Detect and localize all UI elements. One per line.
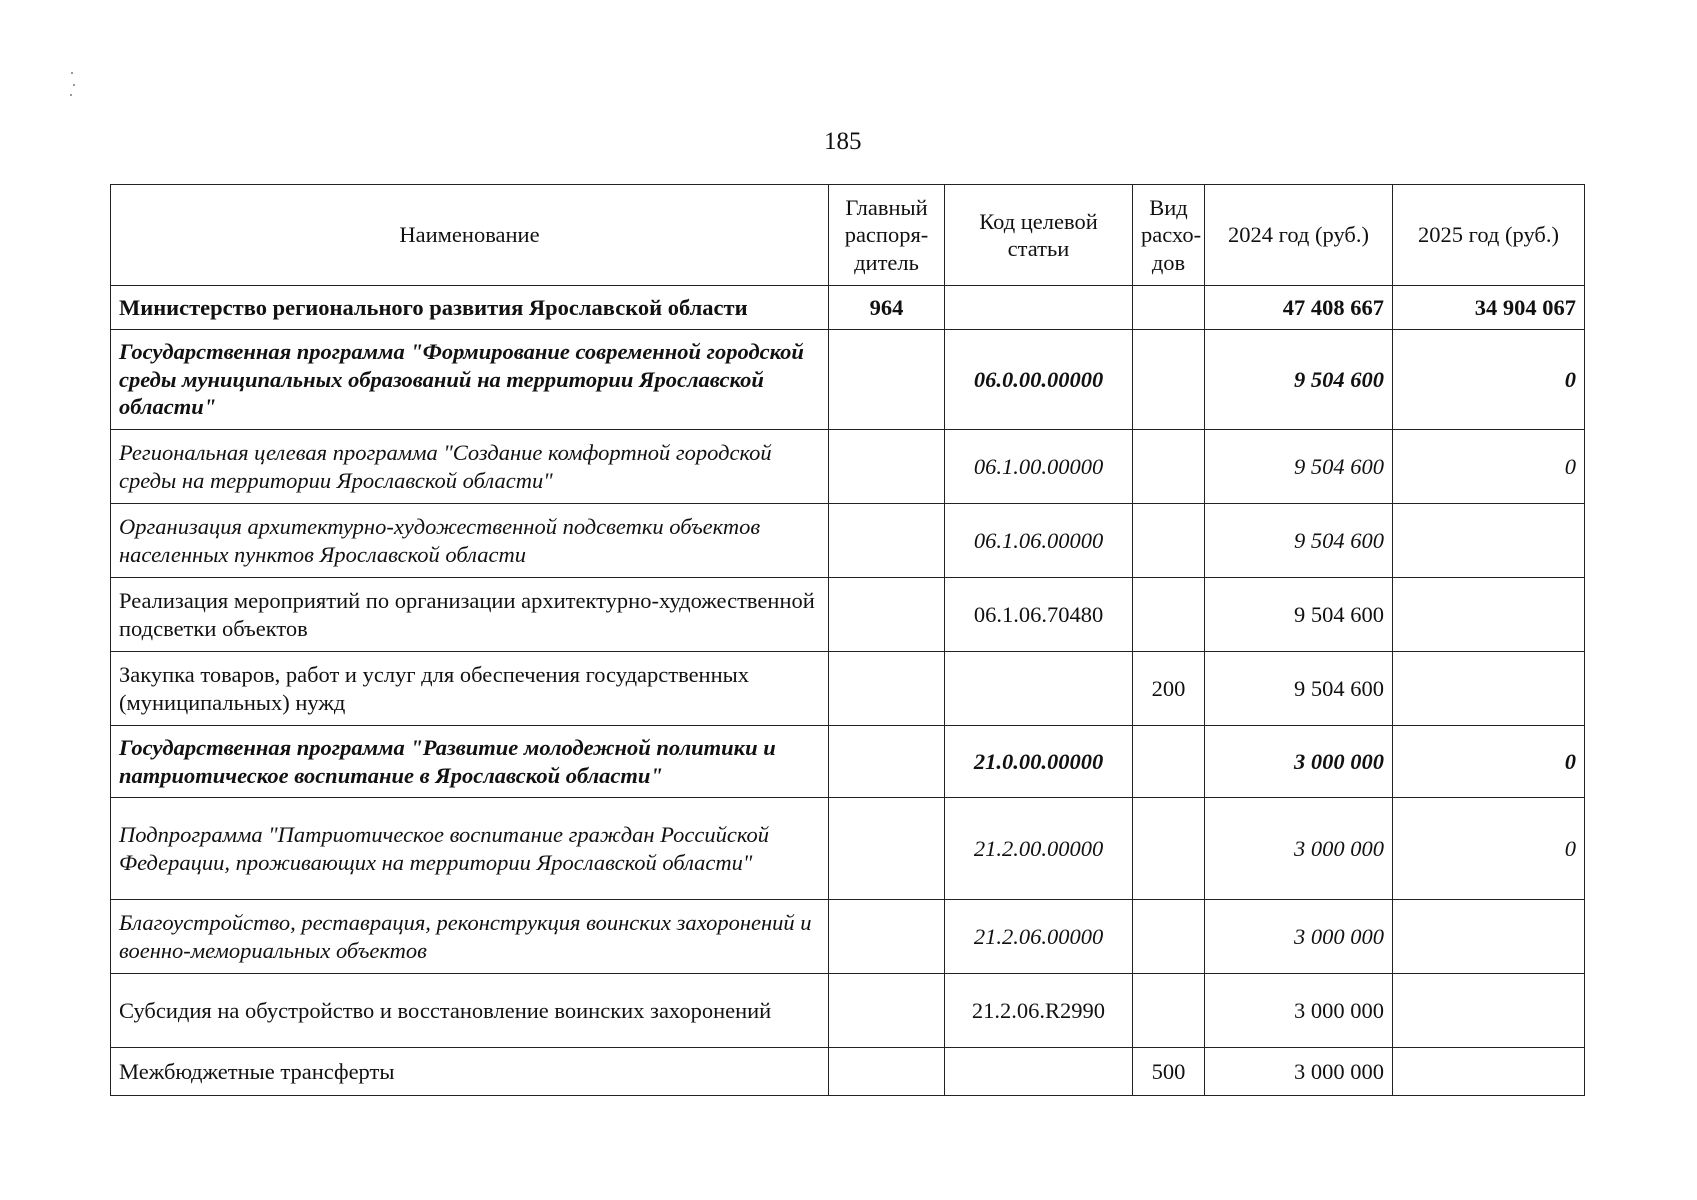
- table-row: [111, 430, 1585, 504]
- table-row: [111, 652, 1585, 726]
- budget-table: [110, 184, 1585, 1096]
- cell-2024: 3 000 000: [1205, 1048, 1393, 1096]
- cell-name: Закупка товаров, работ и услуг для обеспечения государственных (муниципальных) нужд: [111, 652, 829, 726]
- cell-name: Министерство регионального развития Ярославской области: [111, 286, 829, 330]
- cell-code: 06.0.00.00000: [945, 330, 1133, 430]
- table-row: [111, 286, 1585, 330]
- header-vid: Вид расхо-дов: [1133, 185, 1205, 286]
- cell-name: Организация архитектурно-художественной подсветки объектов населенных пунктов Ярославской области: [111, 504, 829, 578]
- table-row: [111, 726, 1585, 798]
- header-2024: 2024 год (руб.): [1205, 185, 1393, 286]
- cell-code: [945, 286, 1133, 330]
- cell-vid: [1133, 900, 1205, 974]
- cell-2024: 9 504 600: [1205, 578, 1393, 652]
- cell-code: 06.1.06.00000: [945, 504, 1133, 578]
- cell-code: 06.1.06.70480: [945, 578, 1133, 652]
- table-row: [111, 578, 1585, 652]
- cell-name: Благоустройство, реставрация, реконструкция воинских захоронений и военно-мемориальных объектов: [111, 900, 829, 974]
- cell-code: 21.2.06.00000: [945, 900, 1133, 974]
- cell-code: 21.0.00.00000: [945, 726, 1133, 798]
- cell-grbs: [829, 652, 945, 726]
- cell-2025: 0: [1393, 798, 1585, 900]
- cell-2025: 34 904 067: [1393, 286, 1585, 330]
- cell-vid: 500: [1133, 1048, 1205, 1096]
- scan-specks: [70, 72, 76, 102]
- cell-grbs: [829, 900, 945, 974]
- header-2025: 2025 год (руб.): [1393, 185, 1585, 286]
- cell-code: 21.2.00.00000: [945, 798, 1133, 900]
- cell-grbs: [829, 974, 945, 1048]
- cell-grbs: [829, 1048, 945, 1096]
- cell-vid: [1133, 798, 1205, 900]
- cell-grbs: [829, 330, 945, 430]
- cell-name: Межбюджетные трансферты: [111, 1048, 829, 1096]
- cell-grbs: [829, 430, 945, 504]
- cell-name: Государственная программа "Формирование современной городской среды муниципальных образований на территории Ярославской области": [111, 330, 829, 430]
- cell-name: Государственная программа "Развитие молодежной политики и патриотическое воспитание в Ярославской области": [111, 726, 829, 798]
- cell-vid: [1133, 726, 1205, 798]
- cell-2024: 9 504 600: [1205, 652, 1393, 726]
- cell-name: Подпрограмма "Патриотическое воспитание граждан Российской Федерации, проживающих на территории Ярославской области": [111, 798, 829, 900]
- table-row: [111, 974, 1585, 1048]
- cell-vid: [1133, 578, 1205, 652]
- cell-vid: [1133, 974, 1205, 1048]
- cell-2024: 47 408 667: [1205, 286, 1393, 330]
- cell-2025: 0: [1393, 726, 1585, 798]
- cell-code: [945, 1048, 1133, 1096]
- cell-2025: [1393, 1048, 1585, 1096]
- cell-vid: [1133, 504, 1205, 578]
- cell-2025: [1393, 900, 1585, 974]
- cell-code: [945, 652, 1133, 726]
- cell-vid: [1133, 286, 1205, 330]
- page-number: 185: [824, 128, 862, 155]
- header-grbs: Главный распоря-дитель: [829, 185, 945, 286]
- cell-vid: 200: [1133, 652, 1205, 726]
- cell-2024: 9 504 600: [1205, 330, 1393, 430]
- table-row: [111, 504, 1585, 578]
- cell-grbs: [829, 578, 945, 652]
- cell-2024: 9 504 600: [1205, 504, 1393, 578]
- cell-2025: [1393, 504, 1585, 578]
- cell-name: Субсидия на обустройство и восстановление воинских захоронений: [111, 974, 829, 1048]
- cell-vid: [1133, 430, 1205, 504]
- cell-grbs: [829, 798, 945, 900]
- cell-2024: 3 000 000: [1205, 798, 1393, 900]
- cell-2024: 3 000 000: [1205, 974, 1393, 1048]
- cell-name: Реализация мероприятий по организации архитектурно-художественной подсветки объектов: [111, 578, 829, 652]
- table-row: [111, 900, 1585, 974]
- table-row: [111, 798, 1585, 900]
- table-body: [111, 286, 1585, 1096]
- cell-2025: 0: [1393, 430, 1585, 504]
- cell-code: 06.1.00.00000: [945, 430, 1133, 504]
- cell-2025: [1393, 974, 1585, 1048]
- cell-2024: 3 000 000: [1205, 726, 1393, 798]
- cell-vid: [1133, 330, 1205, 430]
- cell-grbs: 964: [829, 286, 945, 330]
- table-header-row: [111, 185, 1585, 286]
- header-code: Код целевой статьи: [945, 185, 1133, 286]
- cell-name: Региональная целевая программа "Создание комфортной городской среды на территории Ярославской области": [111, 430, 829, 504]
- cell-2024: 9 504 600: [1205, 430, 1393, 504]
- cell-2025: [1393, 652, 1585, 726]
- cell-code: 21.2.06.R2990: [945, 974, 1133, 1048]
- cell-2025: [1393, 578, 1585, 652]
- cell-grbs: [829, 504, 945, 578]
- table-row: [111, 330, 1585, 430]
- cell-2024: 3 000 000: [1205, 900, 1393, 974]
- header-name: Наименование: [111, 185, 829, 286]
- cell-grbs: [829, 726, 945, 798]
- table-row: [111, 1048, 1585, 1096]
- cell-2025: 0: [1393, 330, 1585, 430]
